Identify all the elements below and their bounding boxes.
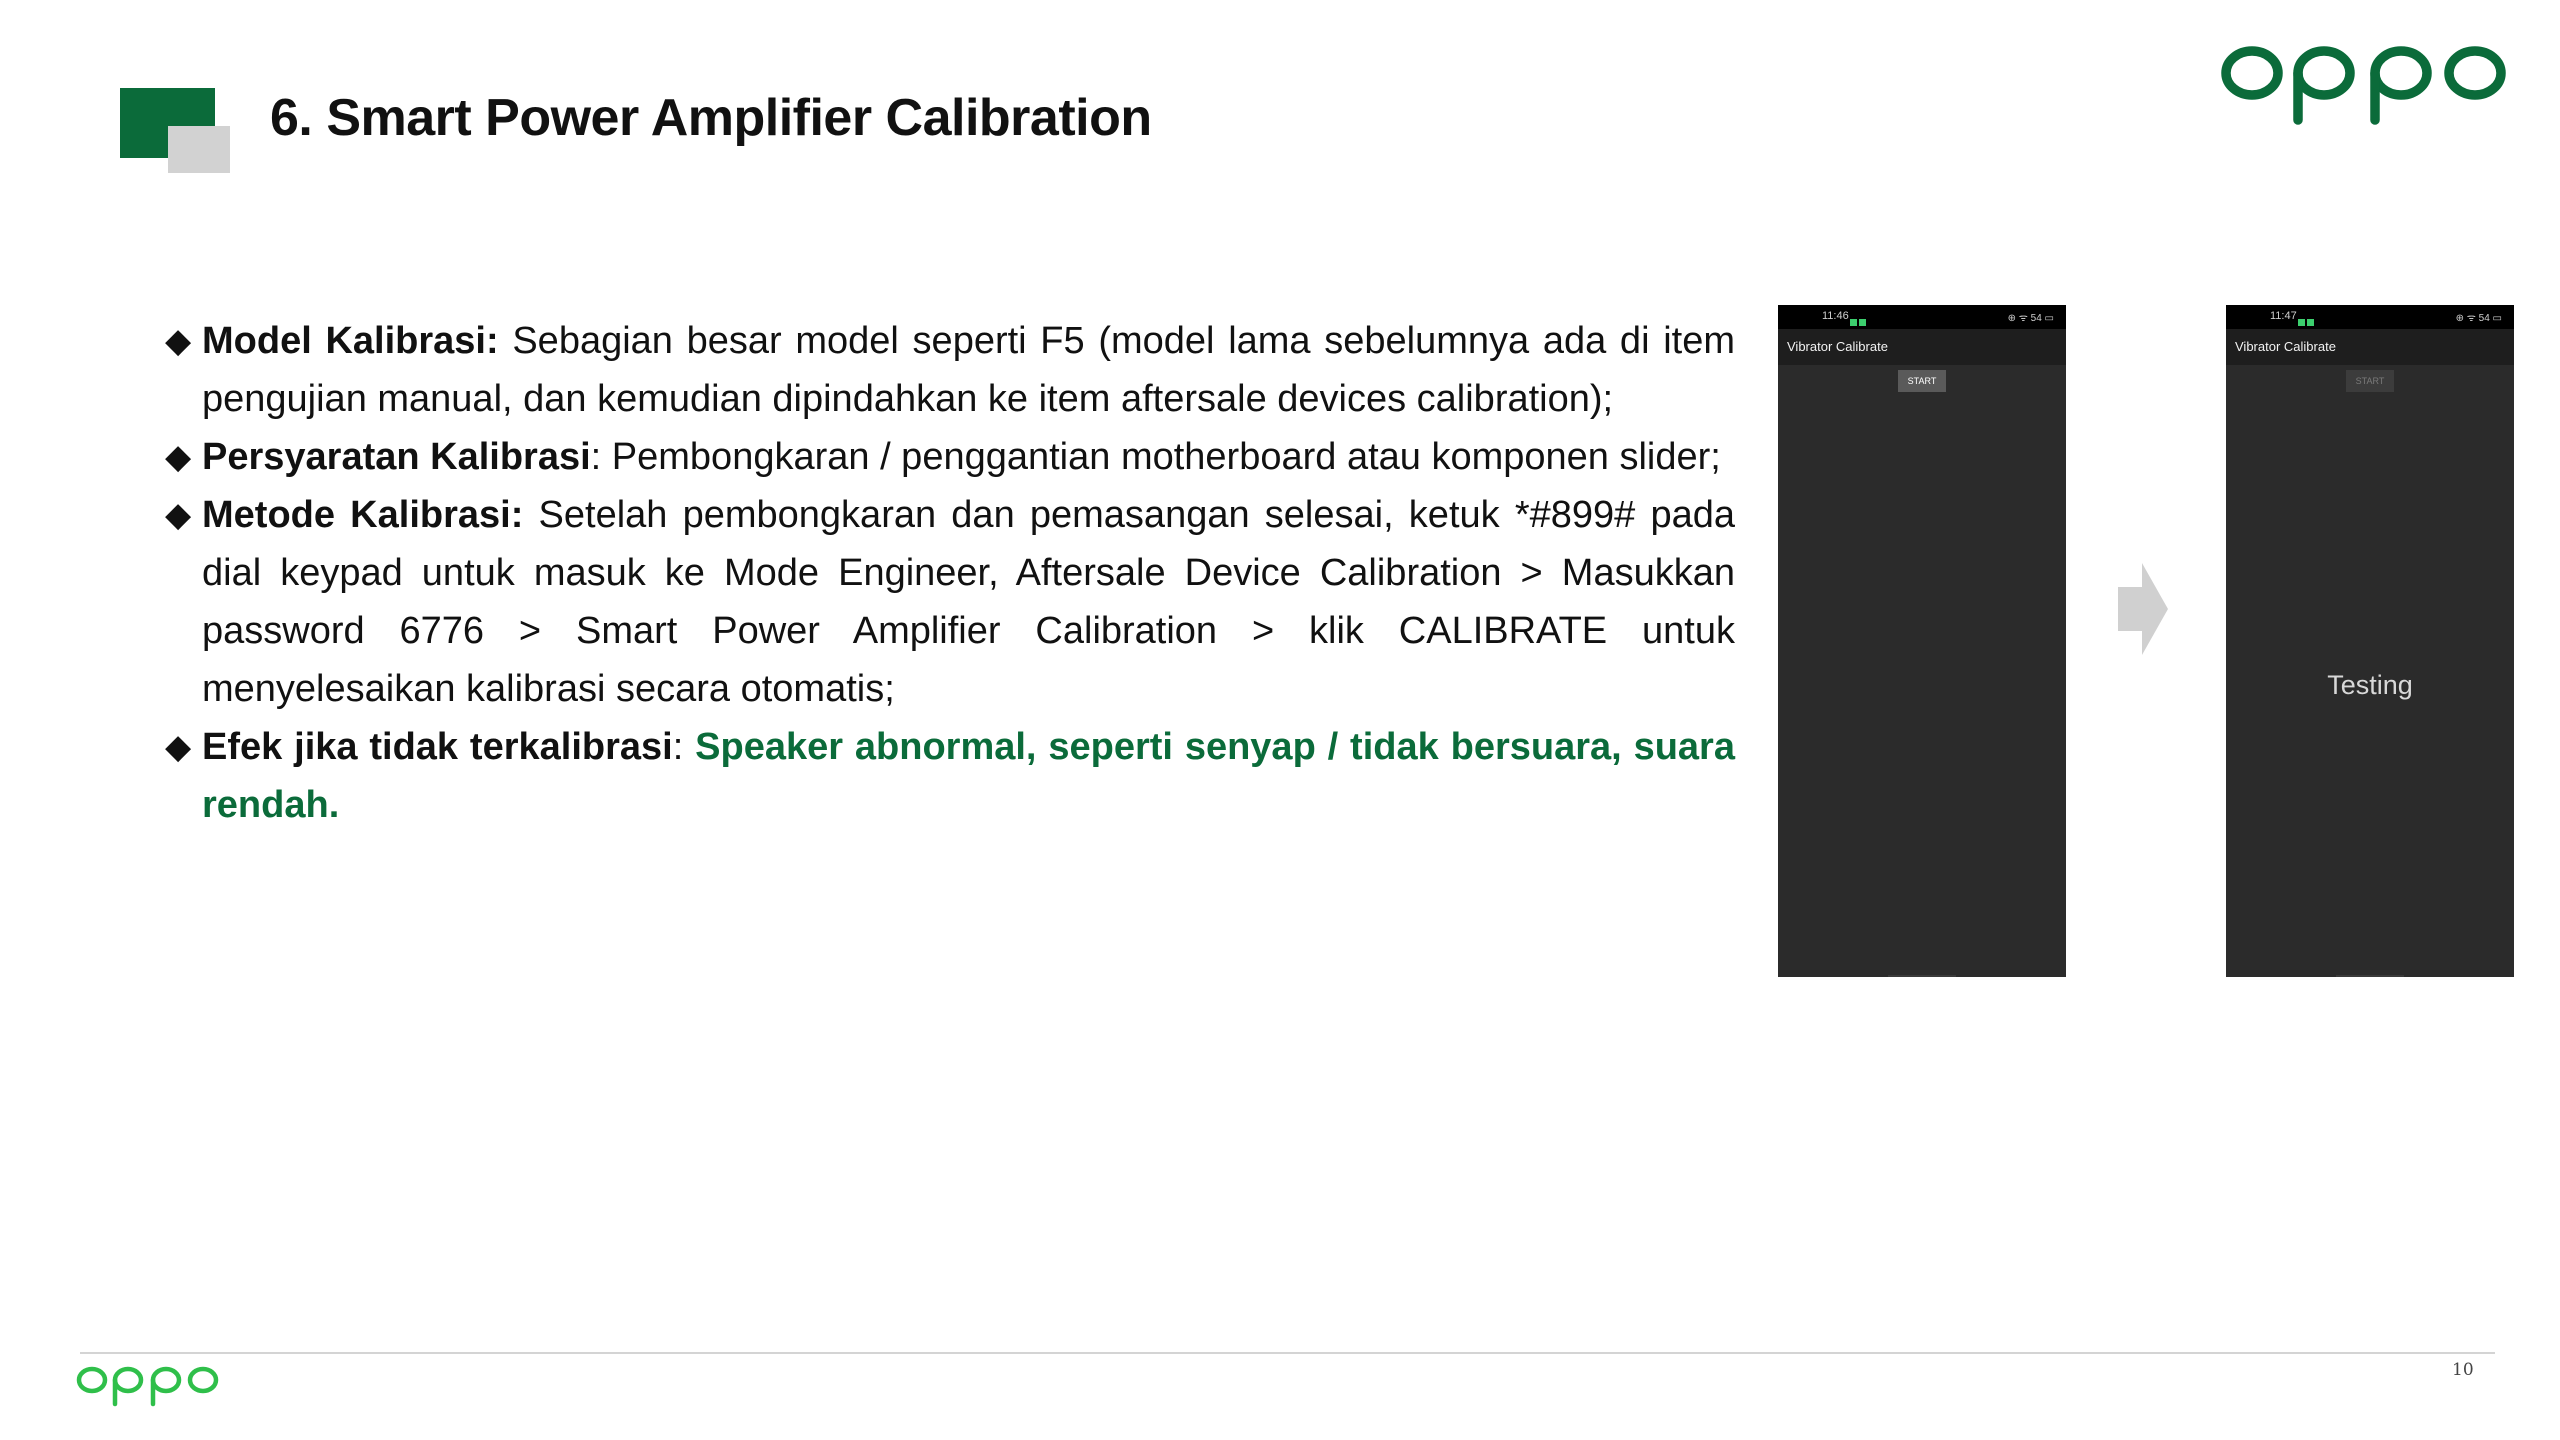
page-title: 6. Smart Power Amplifier Calibration xyxy=(270,89,1152,147)
bullet-text: Setelah pembongkaran dan pemasangan selesai, ketuk *#899# pada dial keypad untuk masuk ke Mode Engineer, Aftersale Device Calibration > Masukkan password 6776 > Smart Power Amplifier Calibration > klik CALIBRATE untuk menyelesaikan kalibrasi secara otomatis; xyxy=(202,494,1735,710)
bullet-text: : Pembongkaran / penggantian motherboard atau komponen slider; xyxy=(590,436,1721,478)
notification-icons xyxy=(1850,313,1868,320)
start-button[interactable]: START xyxy=(2346,370,2394,392)
arrow-right-icon xyxy=(2118,563,2168,655)
bullet-text: : xyxy=(672,726,696,768)
diamond-bullet-icon: ◆ xyxy=(165,438,192,476)
phone-screenshot-before xyxy=(1778,305,2066,977)
bullet-metode-kalibrasi xyxy=(165,486,1735,718)
nav-handle xyxy=(1888,975,1956,977)
oppo-logo xyxy=(2220,30,2510,130)
status-bar xyxy=(2226,305,2514,329)
bullet-highlight: Speaker abnormal, seperti senyap / tidak bersuara, suara rendah. xyxy=(202,726,1735,826)
app-title: Vibrator Calibrate xyxy=(1787,339,1888,354)
oppo-footer-logo xyxy=(76,1360,221,1410)
status-time: 11:47 xyxy=(2270,310,2297,322)
notification-icons xyxy=(2298,313,2316,320)
app-bar xyxy=(1778,329,2066,365)
title-square-grey xyxy=(168,126,230,173)
bullet-persyaratan-kalibrasi xyxy=(165,428,1735,486)
bullet-lead: Model Kalibrasi: xyxy=(202,320,499,362)
phone-screenshot-testing xyxy=(2226,305,2514,977)
bullet-text: Sebagian besar model seperti F5 (model lama sebelumnya ada di item pengujian manual, dan kemudian dipindahkan ke item aftersale devices calibration); xyxy=(202,320,1735,420)
app-bar xyxy=(2226,329,2514,365)
diamond-bullet-icon: ◆ xyxy=(165,728,192,766)
page-number: 10 xyxy=(2452,1360,2474,1380)
status-bar xyxy=(1778,305,2066,329)
diamond-bullet-icon: ◆ xyxy=(165,496,192,534)
testing-status: Testing xyxy=(2327,670,2413,700)
bullet-lead: Persyaratan Kalibrasi xyxy=(202,436,591,478)
diamond-bullet-icon: ◆ xyxy=(165,322,192,360)
bullet-lead: Metode Kalibrasi: xyxy=(202,494,524,536)
status-indicators: ⊕ ᯤ 54 ▭ xyxy=(2007,313,2054,324)
status-time: 11:46 xyxy=(1822,310,1849,322)
bullet-list xyxy=(165,312,1735,834)
app-title: Vibrator Calibrate xyxy=(2235,339,2336,354)
bullet-efek-tidak-terkalibrasi xyxy=(165,718,1735,834)
footer-divider xyxy=(80,1352,2495,1354)
title-square-icon xyxy=(120,88,230,173)
start-button[interactable]: START xyxy=(1898,370,1946,392)
nav-handle xyxy=(2336,975,2404,977)
bullet-model-kalibrasi xyxy=(165,312,1735,428)
bullet-lead: Efek jika tidak terkalibrasi xyxy=(202,726,673,768)
status-indicators: ⊕ ᯤ 54 ▭ xyxy=(2455,313,2502,324)
